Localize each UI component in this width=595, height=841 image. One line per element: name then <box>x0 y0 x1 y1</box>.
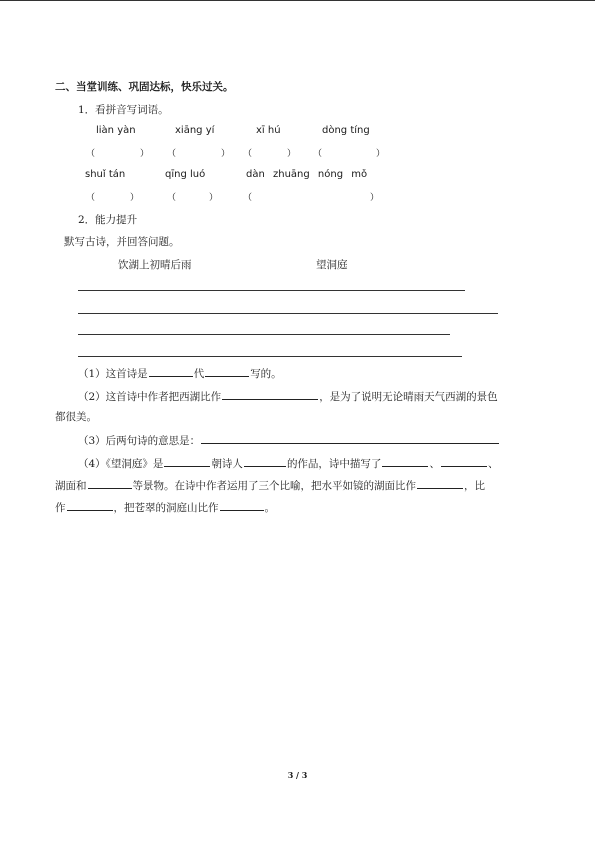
page-number: 3 / 3 <box>287 770 308 780</box>
answer-blank[interactable] <box>201 432 499 444</box>
writing-line[interactable] <box>78 290 465 291</box>
answer-blank[interactable] <box>382 455 428 467</box>
writing-line[interactable] <box>78 313 498 314</box>
q2-instruction: 默写古诗，并回答问题。 <box>64 236 180 248</box>
paren-open: （ <box>313 149 323 159</box>
paren-close: ） <box>140 149 150 159</box>
top-rule <box>0 0 595 1</box>
question-4: （4）《望洞庭》是 朝诗人 的作品，诗中描写了 、 、 <box>78 455 498 471</box>
pinyin-danzhuangnongmo: dàn zhuāng nóng mǒ <box>246 169 368 180</box>
poem2-title: 望洞庭 <box>316 259 348 271</box>
paren-open: （ <box>86 149 96 159</box>
paren-open: （ <box>243 149 253 159</box>
answer-blank[interactable] <box>222 388 318 400</box>
section-heading: 二、当堂训练、巩固达标，快乐过关。 <box>55 81 234 93</box>
writing-line[interactable] <box>78 356 462 357</box>
q1-label: 1．看拼音写词语。 <box>78 104 169 116</box>
question-2: （2）这首诗中作者把西湖比作 ，是为了说明无论晴雨天气西湖的景色 <box>78 388 498 404</box>
pinyin-dongting: dòng tíng <box>322 125 370 136</box>
question-4-line3: 作 ，把苍翠的洞庭山比作 。 <box>55 499 275 515</box>
paren-open: （ <box>243 193 253 203</box>
paren-close: ） <box>287 149 297 159</box>
paren-close: ） <box>130 193 140 203</box>
pinyin-lianyan: liàn yàn <box>96 125 136 136</box>
pinyin-xiangyi: xiāng yí <box>175 125 215 136</box>
question-3: （3）后两句诗的意思是： <box>78 432 500 448</box>
answer-blank[interactable] <box>417 477 463 489</box>
pinyin-shuitan: shuǐ tán <box>85 169 126 180</box>
question-4-line2: 湖面和 等景物。在诗中作者运用了三个比喻，把水平如镜的湖面比作 ，比 <box>55 477 485 493</box>
paren-open: （ <box>167 193 177 203</box>
paren-close: ） <box>221 149 231 159</box>
answer-blank[interactable] <box>149 365 193 377</box>
answer-blank[interactable] <box>244 455 286 467</box>
answer-blank[interactable] <box>205 365 249 377</box>
question-2-cont: 都很美。 <box>55 411 97 423</box>
paren-close: ） <box>370 193 380 203</box>
writing-line[interactable] <box>78 334 450 335</box>
question-1: （1）这首诗是 代 写的。 <box>78 365 282 381</box>
pinyin-xihu: xī hú <box>256 125 281 136</box>
q2-label: 2．能力提升 <box>78 214 138 226</box>
poem1-title: 饮湖上初晴后雨 <box>118 259 192 271</box>
answer-blank[interactable] <box>164 455 210 467</box>
answer-blank[interactable] <box>220 499 264 511</box>
paren-open: （ <box>86 193 96 203</box>
paren-close: ） <box>376 149 386 159</box>
paren-close: ） <box>209 193 219 203</box>
answer-blank[interactable] <box>441 455 487 467</box>
pinyin-qingluo: qīng luó <box>165 169 206 180</box>
answer-blank[interactable] <box>88 477 132 489</box>
paren-open: （ <box>167 149 177 159</box>
answer-blank[interactable] <box>67 499 113 511</box>
